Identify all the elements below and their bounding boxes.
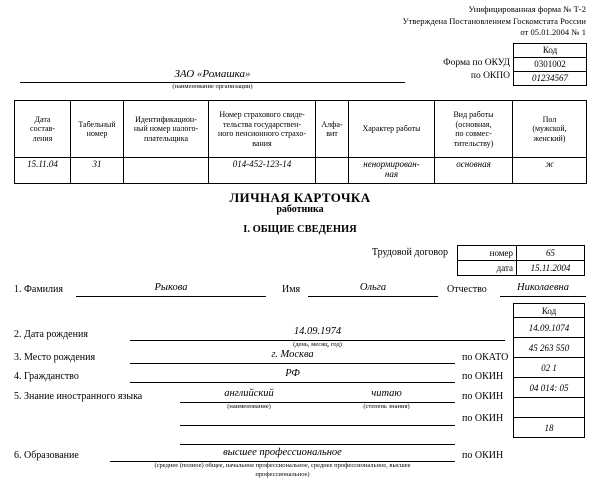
code-row-citizenship	[514, 358, 585, 378]
language-classifier-ref-2: по ОКИН	[462, 413, 504, 424]
birthplace-classifier-ref: по ОКАТО	[462, 352, 509, 363]
code-value-birthplace: 45 263 550	[514, 338, 585, 358]
language-name-caption: (наименование)	[227, 403, 271, 410]
code-row-language-1	[514, 378, 585, 398]
form-header-line-2: Утверждена Постановлением Госкомстата России	[402, 15, 586, 26]
organization-caption: (наименование организации)	[172, 83, 253, 90]
td-work-type: основная	[435, 158, 513, 184]
table-value-row	[15, 158, 587, 184]
th-work-type: Вид работы (основная, по совмес- тительству)	[435, 101, 513, 158]
td-date-compiled: 15.11.04	[15, 158, 71, 184]
surname-label: 1. Фамилия	[14, 284, 63, 295]
patronymic-value: Николаевна	[500, 282, 586, 297]
contract-date-row	[458, 261, 585, 276]
okud-okpo-code-box	[513, 43, 587, 86]
th-date-compiled: Дата состав- ления	[15, 101, 71, 158]
birthplace-value: г. Москва	[130, 349, 455, 364]
code-row-language-2	[514, 398, 585, 418]
page-title: ЛИЧНАЯ КАРТОЧКА	[229, 190, 371, 205]
language-level-caption: (степень знания)	[363, 403, 410, 410]
code-column-header-row	[514, 304, 585, 318]
td-alphabet	[316, 158, 349, 184]
language-level-value-2	[318, 411, 455, 426]
td-taxpayer-id	[124, 158, 209, 184]
td-personnel-number: 31	[71, 158, 124, 184]
education-value: высшее профессиональное	[110, 447, 455, 462]
th-alphabet: Алфа- вит	[316, 101, 349, 158]
code-value-language-1: 04 014: 05	[514, 378, 585, 398]
education-value-extra	[180, 430, 455, 445]
code-row-education	[514, 418, 585, 438]
language-level-value: читаю	[318, 388, 455, 403]
th-taxpayer-id: Идентификацион- ный номер налого- плательщика	[124, 101, 209, 158]
education-caption-line-1: (среднее (полное) общее, начальное профессиональное, среднее профессиональное, высшее	[154, 462, 411, 469]
form-header-block	[403, 4, 586, 39]
code-value-citizenship: 02 1	[514, 358, 585, 378]
organization-name-value: ЗАО «Ромашка»	[174, 68, 251, 80]
okud-box-title: Код	[514, 44, 586, 58]
okud-code-value: 0301002	[514, 58, 586, 72]
citizenship-classifier-ref: по ОКИН	[462, 371, 504, 382]
td-work-character: ненормирован- ная	[349, 158, 435, 184]
birth-date-caption: (день, месяц, год)	[293, 341, 342, 348]
contract-date-label: дата	[458, 261, 517, 276]
patronymic-label: Отчество	[447, 284, 487, 295]
first-name-label: Имя	[282, 284, 301, 295]
citizenship-label: 4. Гражданство	[14, 371, 79, 382]
labour-contract-label: Трудовой договор	[371, 247, 448, 258]
contract-date-value: 15.11.2004	[517, 261, 585, 276]
citizenship-value: РФ	[130, 368, 455, 383]
code-row-birth	[514, 318, 585, 338]
code-value-education: 18	[514, 418, 585, 438]
th-gender: Пол (мужской, женский)	[513, 101, 587, 158]
okpo-code-value: 01234567	[532, 73, 568, 83]
td-gender: ж	[513, 158, 587, 184]
education-caption-line-2: профессиональное)	[255, 471, 310, 478]
contract-number-label: номер	[458, 246, 517, 261]
code-column-box	[513, 303, 585, 438]
form-header-line-1: Унифицированная форма № Т-2	[468, 4, 586, 14]
okud-label: Форма по ОКУД	[443, 58, 510, 68]
okpo-label: по ОКПО	[470, 71, 510, 81]
code-column-title: Код	[514, 304, 585, 318]
contract-number-row	[458, 246, 585, 261]
language-label: 5. Знание иностранного языка	[14, 391, 143, 402]
birth-date-value: 14.09.1974	[130, 326, 505, 341]
language-classifier-ref-1: по ОКИН	[462, 391, 504, 402]
code-value-birth: 14.09.1074	[514, 318, 585, 338]
form-header-line-3: от 05.01.2004 № 1	[520, 27, 586, 37]
full-name-row	[14, 282, 586, 298]
language-name-value: английский	[180, 388, 318, 403]
education-classifier-ref: по ОКИН	[462, 450, 504, 461]
th-personnel-number: Табельный номер	[71, 101, 124, 158]
birth-date-label: 2. Дата рождения	[14, 329, 88, 340]
birthplace-label: 3. Место рождения	[14, 352, 96, 363]
page-subtitle: работника	[276, 204, 324, 215]
employee-identification-table	[14, 100, 587, 184]
code-row-birthplace	[514, 338, 585, 358]
table-header-row	[15, 101, 587, 158]
surname-value: Рыкова	[76, 282, 266, 297]
section-title: I. ОБЩИЕ СВЕДЕНИЯ	[243, 224, 357, 235]
th-insurance-certificate-number: Номер страхового свиде- тельства государствен- ного пенсионного страхо- вания	[209, 101, 316, 158]
th-work-character: Характер работы	[349, 101, 435, 158]
td-insurance-certificate-number: 014-452-123-14	[209, 158, 316, 184]
first-name-value: Ольга	[308, 282, 438, 297]
code-value-language-2	[514, 398, 585, 418]
education-label: 6. Образование	[14, 450, 79, 461]
contract-number-value: 65	[517, 246, 585, 261]
language-name-value-2	[180, 411, 318, 426]
labour-contract-box	[457, 245, 585, 276]
